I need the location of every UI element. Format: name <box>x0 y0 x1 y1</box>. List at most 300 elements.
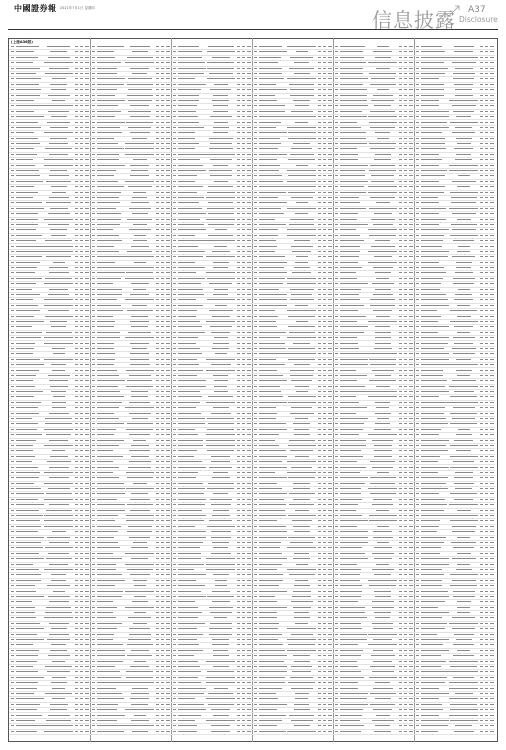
greeked-text <box>85 105 89 106</box>
greeked-text <box>237 715 240 716</box>
greeked-text <box>46 202 71 203</box>
greeked-text <box>80 278 83 279</box>
greeked-text <box>16 353 33 354</box>
greeked-text <box>237 585 240 586</box>
table-cell <box>206 579 236 583</box>
greeked-text <box>85 359 89 360</box>
table-cell <box>125 417 155 421</box>
greeked-text <box>247 704 251 705</box>
greeked-text <box>213 132 228 133</box>
greeked-text <box>161 51 164 52</box>
table-cell <box>96 282 125 286</box>
greeked-text <box>173 407 176 408</box>
greeked-text <box>16 585 35 586</box>
greeked-text <box>237 461 240 462</box>
greeked-text <box>80 650 83 651</box>
greeked-text <box>178 580 196 581</box>
greeked-text <box>237 148 240 149</box>
table-cell <box>44 633 74 637</box>
greeked-text <box>126 520 154 521</box>
greeked-text <box>97 208 116 209</box>
greeked-text <box>156 143 159 144</box>
greeked-text <box>173 574 176 575</box>
greeked-text <box>16 337 41 338</box>
greeked-text <box>207 596 234 597</box>
table-cell <box>177 649 206 653</box>
greeked-text <box>97 391 120 392</box>
greeked-text <box>97 197 119 198</box>
greeked-text <box>173 283 176 284</box>
greeked-text <box>92 127 95 128</box>
greeked-text <box>11 359 14 360</box>
greeked-text <box>156 628 159 629</box>
table-cell <box>206 649 236 653</box>
greeked-text <box>75 429 78 430</box>
greeked-text <box>16 375 36 376</box>
greeked-text <box>178 359 197 360</box>
greeked-text <box>237 181 240 182</box>
greeked-text <box>85 531 89 532</box>
greeked-text <box>85 698 89 699</box>
greeked-text <box>161 477 164 478</box>
greeked-text <box>44 132 74 133</box>
greeked-text <box>80 337 83 338</box>
greeked-text <box>178 682 201 683</box>
greeked-text <box>166 526 170 527</box>
greeked-text <box>161 413 164 414</box>
greeked-text <box>16 650 39 651</box>
greeked-text <box>125 607 155 608</box>
greeked-text <box>85 445 89 446</box>
greeked-text <box>85 224 89 225</box>
greeked-text <box>126 488 154 489</box>
table-cell <box>125 460 155 464</box>
greeked-text <box>16 499 38 500</box>
table-cell <box>177 320 206 324</box>
greeked-text <box>97 127 120 128</box>
table-cell <box>15 401 44 405</box>
greeked-text <box>97 246 114 247</box>
greeked-text <box>130 321 149 322</box>
greeked-text <box>85 348 89 349</box>
greeked-text <box>45 240 72 241</box>
greeked-text <box>173 116 176 117</box>
greeked-text <box>247 332 251 333</box>
greeked-text <box>166 682 170 683</box>
greeked-text <box>237 477 240 478</box>
table-cell <box>44 401 74 405</box>
table-cell <box>96 563 125 567</box>
greeked-text <box>166 440 170 441</box>
greeked-text <box>75 402 78 403</box>
table-cell <box>206 703 236 707</box>
greeked-text <box>128 332 151 333</box>
greeked-text <box>80 396 83 397</box>
table-cell <box>206 439 236 443</box>
table-cell <box>177 471 206 475</box>
table-cell <box>15 681 44 685</box>
greeked-text <box>237 564 240 565</box>
greeked-text <box>97 294 122 295</box>
greeked-text <box>237 202 240 203</box>
greeked-text <box>206 434 236 435</box>
greeked-text <box>97 148 124 149</box>
greeked-text <box>75 148 78 149</box>
greeked-text <box>208 235 233 236</box>
greeked-text <box>85 272 89 273</box>
greeked-text <box>132 51 148 52</box>
greeked-text <box>212 348 229 349</box>
greeked-text <box>247 467 251 468</box>
greeked-text <box>178 380 206 381</box>
table-cell <box>177 643 206 647</box>
table-cell <box>125 77 155 81</box>
greeked-text <box>75 332 78 333</box>
greeked-text <box>209 607 233 608</box>
greeked-text <box>247 170 251 171</box>
table-cell <box>15 126 44 130</box>
greeked-text <box>44 62 74 63</box>
table-cell <box>96 379 125 383</box>
table-cell <box>15 320 44 324</box>
greeked-text <box>16 278 42 279</box>
greeked-text <box>16 202 42 203</box>
table-cell <box>44 724 74 728</box>
greeked-text <box>242 639 245 640</box>
greeked-text <box>75 580 78 581</box>
masthead-rule <box>8 29 498 30</box>
greeked-text <box>133 159 147 160</box>
greeked-text <box>92 547 95 548</box>
greeked-text <box>11 84 14 85</box>
greeked-text <box>80 138 83 139</box>
greeked-text <box>85 720 89 721</box>
greeked-text <box>173 504 176 505</box>
greeked-text <box>178 715 201 716</box>
table-cell <box>125 449 155 453</box>
greeked-text <box>242 175 245 176</box>
greeked-text <box>97 326 114 327</box>
greeked-text <box>97 154 119 155</box>
greeked-text <box>156 423 159 424</box>
greeked-text <box>166 289 170 290</box>
table-cell <box>96 492 125 496</box>
table-cell <box>15 573 44 577</box>
greeked-text <box>178 138 195 139</box>
greeked-text <box>80 456 83 457</box>
greeked-text <box>85 725 89 726</box>
table-cell <box>206 315 236 319</box>
greeked-text <box>80 483 83 484</box>
greeked-text <box>161 639 164 640</box>
greeked-text <box>173 607 176 608</box>
greeked-text <box>75 440 78 441</box>
greeked-text <box>44 526 73 527</box>
greeked-text <box>75 235 78 236</box>
greeked-text <box>178 628 197 629</box>
greeked-text <box>50 386 68 387</box>
greeked-text <box>11 375 14 376</box>
table-cell <box>177 234 206 238</box>
greeked-text <box>242 596 245 597</box>
table-cell <box>206 568 236 572</box>
greeked-text <box>247 693 251 694</box>
greeked-text <box>173 84 176 85</box>
greeked-text <box>237 84 240 85</box>
greeked-text <box>209 283 232 284</box>
greeked-text <box>85 316 89 317</box>
greeked-text <box>247 607 251 608</box>
greeked-text <box>166 224 170 225</box>
greeked-text <box>80 391 83 392</box>
greeked-text <box>11 564 14 565</box>
greeked-text <box>178 95 199 96</box>
table-cell <box>206 131 236 135</box>
table-cell <box>15 530 44 534</box>
greeked-text <box>247 488 251 489</box>
greeked-text <box>178 493 204 494</box>
table-cell <box>206 320 236 324</box>
greeked-text <box>92 272 95 273</box>
greeked-text <box>16 370 39 371</box>
greeked-text <box>131 693 149 694</box>
table-cell <box>177 282 206 286</box>
greeked-text <box>75 51 78 52</box>
table-cell <box>125 110 155 114</box>
greeked-text <box>166 564 170 565</box>
greeked-text <box>97 165 125 166</box>
greeked-text <box>166 78 170 79</box>
greeked-text <box>166 402 170 403</box>
table-cell <box>44 363 74 367</box>
table-cell <box>15 347 44 351</box>
greeked-text <box>129 434 150 435</box>
greeked-text <box>212 57 230 58</box>
greeked-text <box>16 628 44 629</box>
greeked-text <box>50 208 68 209</box>
table-cell <box>15 579 44 583</box>
greeked-text <box>134 612 146 613</box>
greeked-text <box>178 396 202 397</box>
table-cell <box>96 363 125 367</box>
table-cell <box>44 201 74 205</box>
greeked-text <box>161 564 164 565</box>
table-cell <box>44 336 74 340</box>
greeked-text <box>128 127 151 128</box>
greeked-text <box>173 639 176 640</box>
greeked-text <box>45 423 72 424</box>
greeked-text <box>156 531 159 532</box>
greeked-text <box>173 289 176 290</box>
greeked-text <box>49 504 69 505</box>
greeked-text <box>11 51 14 52</box>
greeked-text <box>130 666 149 667</box>
greeked-text <box>130 574 150 575</box>
greeked-text <box>178 720 195 721</box>
greeked-text <box>178 607 198 608</box>
table-cell <box>96 88 125 92</box>
table-cell <box>125 713 155 717</box>
greeked-text <box>242 181 245 182</box>
greeked-text <box>97 456 123 457</box>
table-cell <box>15 137 44 141</box>
table-cell <box>15 244 44 248</box>
greeked-text <box>178 531 206 532</box>
greeked-text <box>166 617 170 618</box>
greeked-text <box>237 51 240 52</box>
greeked-text <box>178 116 198 117</box>
greeked-text <box>166 316 170 317</box>
greeked-text <box>166 418 170 419</box>
greeked-text <box>178 553 201 554</box>
table-cell <box>125 56 155 60</box>
greeked-text <box>75 305 78 306</box>
greeked-text <box>247 154 251 155</box>
greeked-text <box>75 262 78 263</box>
table-cell <box>206 207 236 211</box>
greeked-text <box>85 429 89 430</box>
greeked-text <box>173 402 176 403</box>
greeked-text <box>85 688 89 689</box>
greeked-text <box>237 440 240 441</box>
greeked-text <box>206 558 236 559</box>
table-cell <box>206 234 236 238</box>
greeked-text <box>161 186 164 187</box>
table-cell <box>15 557 44 561</box>
greeked-text <box>127 569 153 570</box>
greeked-text <box>206 154 236 155</box>
greeked-text <box>48 596 70 597</box>
greeked-text <box>247 359 251 360</box>
table-cell <box>96 115 125 119</box>
table-cell <box>206 719 236 723</box>
greeked-text <box>247 138 251 139</box>
greeked-text <box>16 644 33 645</box>
table-cell <box>125 250 155 254</box>
greeked-text <box>161 84 164 85</box>
table-cell <box>44 627 74 631</box>
greeked-text <box>237 159 240 160</box>
greeked-text <box>166 623 170 624</box>
greeked-text <box>247 289 251 290</box>
greeked-text <box>173 413 176 414</box>
greeked-text <box>85 644 89 645</box>
table-cell <box>44 492 74 496</box>
greeked-text <box>16 235 42 236</box>
greeked-text <box>80 461 83 462</box>
table-cell <box>15 110 44 114</box>
greeked-text <box>211 461 230 462</box>
greeked-text <box>11 310 14 311</box>
greeked-text <box>130 343 149 344</box>
greeked-text <box>85 159 89 160</box>
greeked-text <box>92 321 95 322</box>
greeked-text <box>11 574 14 575</box>
greeked-text <box>247 192 251 193</box>
greeked-text <box>156 84 159 85</box>
greeked-text <box>178 370 203 371</box>
greeked-text <box>242 89 245 90</box>
greeked-text <box>166 456 170 457</box>
greeked-text <box>161 445 164 446</box>
greeked-text <box>85 138 89 139</box>
greeked-text <box>97 682 125 683</box>
greeked-text <box>97 607 117 608</box>
greeked-text <box>11 520 14 521</box>
table-cell <box>15 519 44 523</box>
greeked-text <box>51 186 67 187</box>
table-cell <box>206 525 236 529</box>
greeked-text <box>242 666 245 667</box>
greeked-text <box>247 116 251 117</box>
greeked-text <box>97 68 117 69</box>
greeked-text <box>156 51 159 52</box>
greeked-text <box>237 175 240 176</box>
greeked-text <box>97 639 113 640</box>
greeked-text <box>173 359 176 360</box>
greeked-text <box>173 434 176 435</box>
table-cell <box>15 72 44 76</box>
greeked-text <box>128 100 152 101</box>
table-cell <box>96 503 125 507</box>
greeked-text <box>97 488 125 489</box>
table-cell <box>206 67 236 71</box>
greeked-text <box>92 596 95 597</box>
greeked-text <box>242 251 245 252</box>
table-cell <box>15 422 44 426</box>
greeked-text <box>214 391 228 392</box>
table-cell <box>15 56 44 60</box>
greeked-text <box>247 240 251 241</box>
table-cell <box>96 45 125 49</box>
greeked-text <box>75 396 78 397</box>
greeked-text <box>75 585 78 586</box>
table-cell <box>44 546 74 550</box>
greeked-text <box>237 434 240 435</box>
greeked-text <box>134 235 146 236</box>
greeked-text <box>156 407 159 408</box>
greeked-text <box>16 688 37 689</box>
greeked-text <box>166 321 170 322</box>
greeked-text <box>97 219 121 220</box>
greeked-text <box>209 138 233 139</box>
greeked-text <box>50 138 67 139</box>
greeked-text <box>166 283 170 284</box>
greeked-text <box>92 558 95 559</box>
table-cell <box>125 83 155 87</box>
greeked-text <box>166 569 170 570</box>
greeked-text <box>166 553 170 554</box>
greeked-text <box>75 661 78 662</box>
greeked-text <box>161 574 164 575</box>
greeked-text <box>247 386 251 387</box>
table-cell <box>177 212 206 216</box>
greeked-text <box>166 175 170 176</box>
greeked-text <box>242 364 245 365</box>
greeked-text <box>131 202 149 203</box>
masthead <box>0 0 506 30</box>
greeked-text <box>11 127 14 128</box>
table-cell <box>44 654 74 658</box>
greeked-text <box>131 493 148 494</box>
greeked-text <box>207 671 234 672</box>
greeked-text <box>92 634 95 635</box>
greeked-text <box>50 321 67 322</box>
greeked-text <box>156 359 159 360</box>
greeked-text <box>161 57 164 58</box>
table-cell <box>206 374 236 378</box>
table-cell <box>15 498 44 502</box>
